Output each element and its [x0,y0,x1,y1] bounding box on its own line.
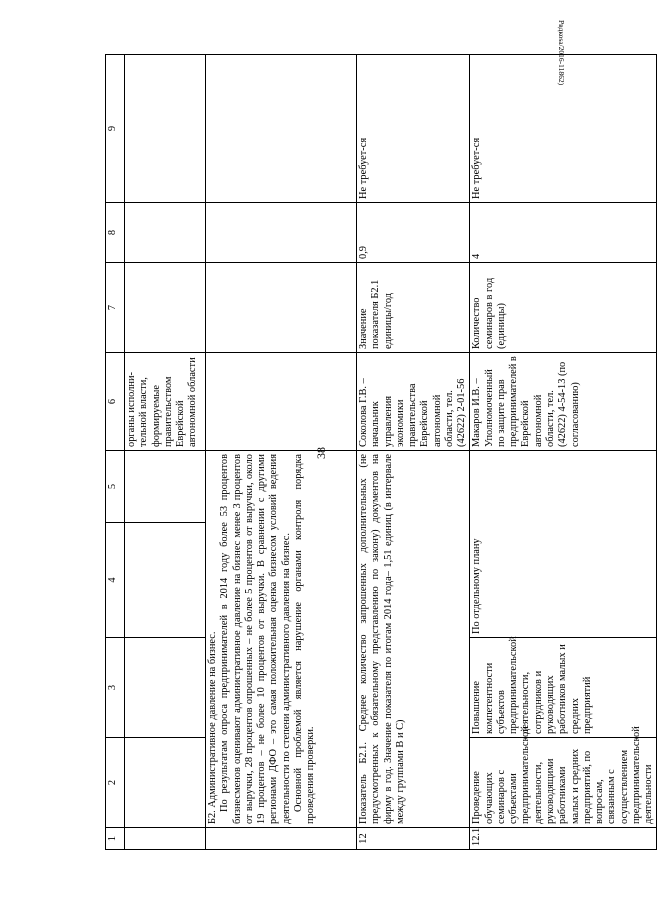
target-value-cell: 0,9 [357,203,470,263]
indicator-cell [357,451,470,828]
section-b2-paragraph: По результатам опроса предпринимателей в 2014 году более 53 процентов бизнесменов оценивают административное давление на бизнес менее 3 процентов от выручки, 28 процентов опрошенных – не более 5 процентов от выручки, около 19 процентов – не более 10 процентов от выручки. В сравнении с другими регионами ДФО – это самая положительная оценка бизнесом условий ведения деятельности по степени административного давления на бизнес. [219,454,292,824]
section-b2-title: Б2. Административное давление на бизнес. [207,631,218,824]
table-row-continued [125,55,206,850]
header-cell: 8 [106,203,125,263]
funding-cell: Не требует-ся [357,55,470,203]
header-cell: 3 [106,638,125,738]
indicator-measure-cell: Значение показателя Б2.1 единицы/год [357,263,470,353]
goal-cell: Повышение компетентности субъектов предпринимательской деятельности, сотрудников и руководящих работников малых и средних предприятий [470,638,657,738]
row-number: 12 [357,828,470,850]
header-cell: 6 [106,353,125,451]
responsible-cell: Макаров И.В. – Уполномоченный по защите прав предпринимателей в Еврейской автономной области, тел. (42622) 4-54-13 (по согласованию) [470,353,657,451]
rotated-table-page [105,55,655,850]
header-cell: 2 [106,738,125,828]
header-cell: 7 [106,263,125,353]
indicator-measure-cell: Количество семинаров в год (единицы) [470,263,657,353]
indicator-text: Показатель Б2.1. Среднее количество запрошенных дополнительных (не предусмотренных к обязательному представлению по закону) документов на фирму в год. Значение показателя по итогам 2014 года– 1,51 единиц (в интервале между группами В и С) [358,454,406,824]
header-row [106,55,125,850]
funding-cell: Не требует-ся [470,55,657,203]
header-cell: 4 [106,523,125,638]
section-b2-paragraph: Основной проблемой является нарушение органами контроля порядка проведения проверки. [292,454,317,824]
page-number: 38 [314,447,328,459]
responsible-cell: органы исполни-тельной власти, формируемые правительством Еврейской автономной области [125,353,206,451]
table-row-12-1 [470,55,657,850]
table-row-section-b2 [206,55,357,850]
schedule-cell: По отдельному плану [470,451,657,638]
activity-cell: Проведение обучающих семинаров с субъектами предпринимательской деятельности, руководящими работниками малых и средних предприятий, по вопросам, связанным с осуществлением предпринимательской деятельности [470,738,657,828]
document-footer: Рвдкоsа/2016-11862) [557,20,566,86]
header-cell: 1 [106,828,125,850]
table-row-12 [357,55,470,850]
responsible-cell: Соколова Г.В. – начальник управления экономики правительства Еврейской автономной области, тел. (42622) 2-01-56 [357,353,470,451]
row-number: 12.1 [470,828,657,850]
target-value-cell: 4 [470,203,657,263]
header-cell: 5 [106,451,125,523]
plan-table [105,54,657,850]
header-cell: 9 [106,55,125,203]
section-b2-cell [206,451,357,828]
